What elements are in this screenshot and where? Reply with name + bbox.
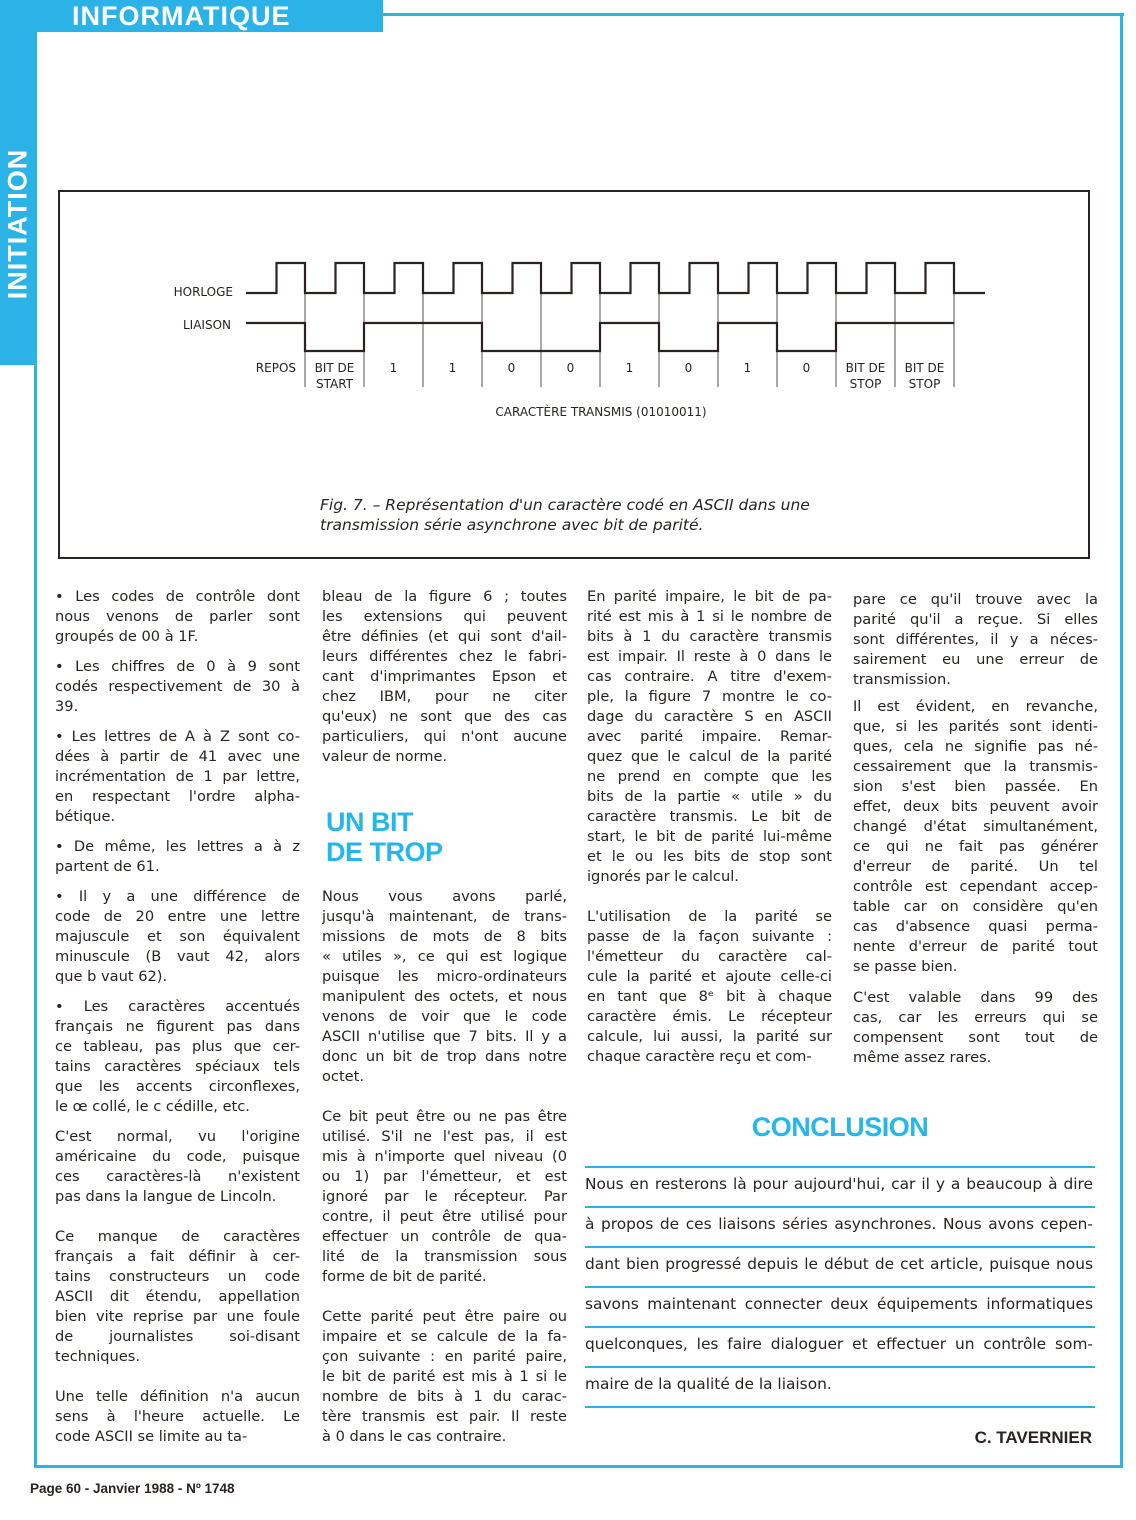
text-line: bits à 1 du caractère transmis <box>587 628 832 645</box>
paragraph <box>55 1127 300 1207</box>
text-line: leurs différentes chez le fabri- <box>322 648 567 665</box>
text-line: L'utilisation de la parité se <box>587 908 832 925</box>
text-line: rité est mis à 1 si le nombre de <box>587 608 832 625</box>
text-line: Il est évident, en revanche, <box>853 698 1098 715</box>
text-line: pas dans la langue de Lincoln. <box>55 1188 277 1205</box>
paragraph <box>55 887 300 987</box>
text-line: C'est valable dans 99 des <box>853 989 1098 1006</box>
text-line: • Les lettres de A à Z sont co- <box>55 728 300 745</box>
text-line: Ce bit peut être ou ne pas être <box>322 1108 567 1125</box>
text-line: cule la parité et ajoute celle-ci <box>587 968 832 985</box>
text-line: le bit de parité est mis à 1 si le <box>322 1368 567 1385</box>
text-line: en tant que 8ᵉ bit à chaque <box>587 988 832 1005</box>
heading-de-trop: DE TROP <box>326 837 443 867</box>
cell-label: BIT DE <box>314 361 355 375</box>
section-title: INFORMATIQUE <box>72 1 291 31</box>
text-line: ignoré par le récepteur. Par <box>322 1188 567 1205</box>
text-line: se passe bien. <box>853 958 958 975</box>
text-line: en respectant l'ordre alpha- <box>55 788 300 805</box>
text-line: majuscule et son équivalent <box>55 928 300 945</box>
text-line: dage du caractère S en ASCII <box>587 708 832 725</box>
text-line: chez IBM, pour ne citer <box>322 688 567 705</box>
text-line: sont différentes, il y a néces- <box>853 631 1098 648</box>
text-line: à 0 dans le cas contraire. <box>322 1428 507 1445</box>
conclusion-rule <box>585 1166 1095 1168</box>
text-line: Nous vous avons parlé, <box>322 888 567 905</box>
text-line: ce tableau, pas plus que cer- <box>55 1038 300 1055</box>
paragraph <box>55 727 300 827</box>
cell-label: 0 <box>802 361 811 375</box>
text-line: missions de mots de 8 bits <box>322 928 567 945</box>
text-line: En parité impaire, le bit de pa- <box>587 588 832 605</box>
cell-label: 0 <box>507 361 516 375</box>
transmitted-label: CARACTÈRE TRANSMIS (01010011) <box>495 405 707 419</box>
text-line: français ne figurent pas dans <box>55 1018 300 1035</box>
text-line: ple, la figure 7 montre le co- <box>587 688 832 705</box>
paragraph <box>587 587 832 887</box>
paragraph <box>853 988 1098 1068</box>
paragraph <box>853 697 1098 977</box>
cell-label: 1 <box>625 361 634 375</box>
text-line: bits de la partie « utile » du <box>587 788 832 805</box>
text-line: transmission. <box>853 671 951 688</box>
conclusion-rule <box>585 1286 1095 1288</box>
text-line: être définies (et qui sont d'ail- <box>322 628 567 645</box>
timing-diagram <box>0 0 1136 440</box>
author: C. TAVERNIER <box>974 1428 1092 1447</box>
frame-bottom-rule <box>34 1465 1123 1468</box>
text-line: 39. <box>55 698 79 715</box>
text-line: tains constructeurs un code <box>55 1268 300 1285</box>
text-line: nombre de bits à 1 du carac- <box>322 1388 567 1405</box>
text-line: techniques. <box>55 1348 141 1365</box>
text-line: valeur de norme. <box>322 748 448 765</box>
paragraph <box>322 1307 567 1447</box>
conclusion-line: Nous en resterons là pour aujourd'hui, car il y a beaucoup à dire <box>585 1175 1093 1193</box>
text-line: puisque les micro-ordinateurs <box>322 968 567 985</box>
text-line: cas d'absence quasi perma- <box>853 918 1098 935</box>
text-line: venons de voir que le code <box>322 1008 567 1025</box>
text-line: dées à partir de 41 avec une <box>55 748 300 765</box>
cell-label: BIT DE <box>904 361 945 375</box>
text-line: cessairement que la transmis- <box>853 758 1098 775</box>
conclusion-line: maire de la qualité de la liaison. <box>585 1375 832 1393</box>
text-line: • Les chiffres de 0 à 9 sont <box>55 658 300 675</box>
category-title: INITIATION <box>2 148 33 300</box>
page-footer: Page 60 - Janvier 1988 - Nº 1748 <box>30 1481 235 1496</box>
text-line: parité qu'il a reçue. Si elles <box>853 611 1098 628</box>
text-line: sairement eu une erreur de <box>853 651 1098 668</box>
text-line: bleau de la figure 6 ; toutes <box>322 588 567 605</box>
text-line: quez que le calcul de la parité <box>587 748 832 765</box>
text-line: codés respectivement de 30 à <box>55 678 300 695</box>
paragraph <box>55 1227 300 1367</box>
text-line: l'émetteur du caractère cal- <box>587 948 832 965</box>
text-line: Ce manque de caractères <box>55 1228 300 1245</box>
paragraph <box>853 590 1098 690</box>
cell-label: 0 <box>684 361 693 375</box>
text-line: incrémentation de 1 par lettre, <box>55 768 300 785</box>
text-line: ne prend en compte que les <box>587 768 832 785</box>
text-line: sion s'est bien passée. En <box>853 778 1098 795</box>
cell-label: 0 <box>566 361 575 375</box>
conclusion-heading: CONCLUSION <box>751 1112 929 1142</box>
conclusion-line: dant bien progressé depuis le début de cet article, puisque nous <box>585 1255 1093 1273</box>
cell-label: 1 <box>389 361 398 375</box>
text-line: nente d'erreur de parité tout <box>853 938 1098 955</box>
conclusion-rule <box>585 1246 1095 1248</box>
text-line: bien vite reprise par une foule <box>55 1308 300 1325</box>
text-line: même assez rares. <box>853 1049 992 1066</box>
paragraph <box>55 997 300 1117</box>
text-line: tère transmis est pair. Il reste <box>322 1408 567 1425</box>
text-line: ASCII n'utilise que 7 bits. Il y a <box>322 1028 567 1045</box>
text-line: donc un bit de trop dans notre <box>322 1048 567 1065</box>
text-line: • Il y a une différence de <box>55 888 300 905</box>
clock-signal <box>246 263 985 293</box>
text-line: américaine du code, puisque <box>55 1148 300 1165</box>
text-line: Cette parité peut être paire ou <box>322 1308 567 1325</box>
cell-label: 1 <box>743 361 752 375</box>
text-line: contrôle est cependant accep- <box>853 878 1098 895</box>
cell-label: BIT DE <box>845 361 886 375</box>
text-line: manipulent des octets, et nous <box>322 988 567 1005</box>
paragraph <box>55 587 300 647</box>
text-line: Une telle définition n'a aucun <box>55 1388 300 1405</box>
text-line: est impair. Il reste à 0 dans le <box>587 648 832 665</box>
text-line: minuscule (B vaut 42, alors <box>55 948 300 965</box>
conclusion-line: à propos de ces liaisons séries asynchrones. Nous avons cepen- <box>585 1215 1093 1233</box>
text-line: cas contraire. A titre d'exem- <box>587 668 832 685</box>
text-line: cas, car les erreurs qui se <box>853 1009 1098 1026</box>
text-line: • De même, les lettres a à z <box>55 838 300 855</box>
text-line: effet, deux bits peuvent avoir <box>853 798 1098 815</box>
cell-label: STOP <box>908 377 941 391</box>
text-line: start, le bit de parité lui-même <box>587 828 832 845</box>
heading-un-bit: UN BIT <box>326 807 413 837</box>
conclusion-rule <box>585 1326 1095 1328</box>
text-line: çon suivante : en parité paire, <box>322 1348 567 1365</box>
text-line: bétique. <box>55 808 116 825</box>
text-line: cant d'imprimantes Epson et <box>322 668 567 685</box>
text-line: ASCII dit étendu, appellation <box>55 1288 300 1305</box>
paragraph <box>55 837 300 877</box>
text-line: changé d'état simultanément, <box>853 818 1098 835</box>
text-line: compensent sont tout de <box>853 1029 1098 1046</box>
clock-label: HORLOGE <box>173 285 233 299</box>
text-line: passe de la façon suivante : <box>587 928 832 945</box>
text-line: qu'eux) ne sont que des cas <box>322 708 567 725</box>
text-line: ignorés par le calcul. <box>587 868 739 885</box>
figure-caption-line-2: transmission série asynchrone avec bit de parité. <box>320 516 704 534</box>
paragraph <box>55 657 300 717</box>
text-line: ques, cela ne signifie pas né- <box>853 738 1098 755</box>
text-line: code de 20 entre une lettre <box>55 908 300 925</box>
text-line: table car on considère qu'en <box>853 898 1098 915</box>
text-line: nous venons de parler sont <box>55 608 300 625</box>
text-line: impaire et se calcule de la fa- <box>322 1328 567 1345</box>
text-line: partent de 61. <box>55 858 160 875</box>
text-line: d'erreur de parité. Un tel <box>853 858 1098 875</box>
text-line: jusqu'à maintenant, de trans- <box>322 908 567 925</box>
text-line: lité de la transmission sous <box>322 1248 567 1265</box>
figure-caption-line-1: Fig. 7. – Représentation d'un caractère codé en ASCII dans une <box>320 496 810 514</box>
cell-label: STOP <box>849 377 882 391</box>
conclusion-line: savons maintenant connecter deux équipements informatiques <box>585 1295 1093 1313</box>
text-line: mis à n'importe quel niveau (0 <box>322 1148 567 1165</box>
text-line: calcule, lui aussi, la parité sur <box>587 1028 832 1045</box>
text-line: groupés de 00 à 1F. <box>55 628 199 645</box>
frame-left-rule <box>34 365 37 1468</box>
text-line: le œ collé, le c cédille, etc. <box>55 1098 250 1115</box>
text-line: les extensions qui peuvent <box>322 608 567 625</box>
text-line: sens à l'heure actuelle. Le <box>55 1408 300 1425</box>
text-line: octet. <box>322 1068 365 1085</box>
text-line: ce qui ne fait pas générer <box>853 838 1098 855</box>
text-line: contre, il peut être utilisé pour <box>322 1208 567 1225</box>
text-line: utilisé. S'il ne l'est pas, il est <box>322 1128 567 1145</box>
text-line: particuliers, qui n'ont aucune <box>322 728 567 745</box>
text-line: français a fait définir à cer- <box>55 1248 300 1265</box>
conclusion-rule <box>585 1206 1095 1208</box>
text-line: que b vaut 62). <box>55 968 168 985</box>
text-line: avec parité impaire. Remar- <box>587 728 832 745</box>
text-line: caractère transmis. Le bit de <box>587 808 832 825</box>
conclusion-rule <box>585 1406 1095 1408</box>
conclusion-rule <box>585 1366 1095 1368</box>
text-line: pare ce qu'il trouve avec la <box>853 591 1098 608</box>
paragraph <box>322 1107 567 1287</box>
text-line: que, si les parités sont identi- <box>853 718 1098 735</box>
text-line: et le ou les bits de stop sont <box>587 848 832 865</box>
text-line: que les accents circonflexes, <box>55 1078 300 1095</box>
paragraph <box>587 907 832 1067</box>
text-line: « utiles », ce qui est logique <box>322 948 567 965</box>
text-line: de journalistes soi-disant <box>55 1328 300 1345</box>
conclusion-line: quelconques, les faire dialoguer et effectuer un contrôle som- <box>585 1335 1093 1353</box>
text-line: • Les codes de contrôle dont <box>55 588 300 605</box>
text-line: • Les caractères accentués <box>55 998 300 1015</box>
line-label: LIAISON <box>182 318 231 332</box>
cell-label: START <box>315 377 354 391</box>
text-line: ou 1) par l'émetteur, et est <box>322 1168 567 1185</box>
text-line: tains caractères spéciaux tels <box>55 1058 300 1075</box>
text-line: C'est normal, vu l'origine <box>55 1128 300 1145</box>
text-line: ces caractères-là n'existent <box>55 1168 300 1185</box>
cell-label: REPOS <box>255 361 296 375</box>
text-line: forme de bit de parité. <box>322 1268 487 1285</box>
paragraph <box>322 587 567 767</box>
text-line: chaque caractère reçu et com- <box>587 1048 812 1065</box>
paragraph <box>322 887 567 1087</box>
text-line: code ASCII se limite au ta- <box>55 1428 248 1445</box>
text-line: effectuer un contrôle de qua- <box>322 1228 567 1245</box>
cell-label: 1 <box>448 361 457 375</box>
paragraph <box>55 1387 300 1447</box>
text-line: caractère émis. Le récepteur <box>587 1008 832 1025</box>
